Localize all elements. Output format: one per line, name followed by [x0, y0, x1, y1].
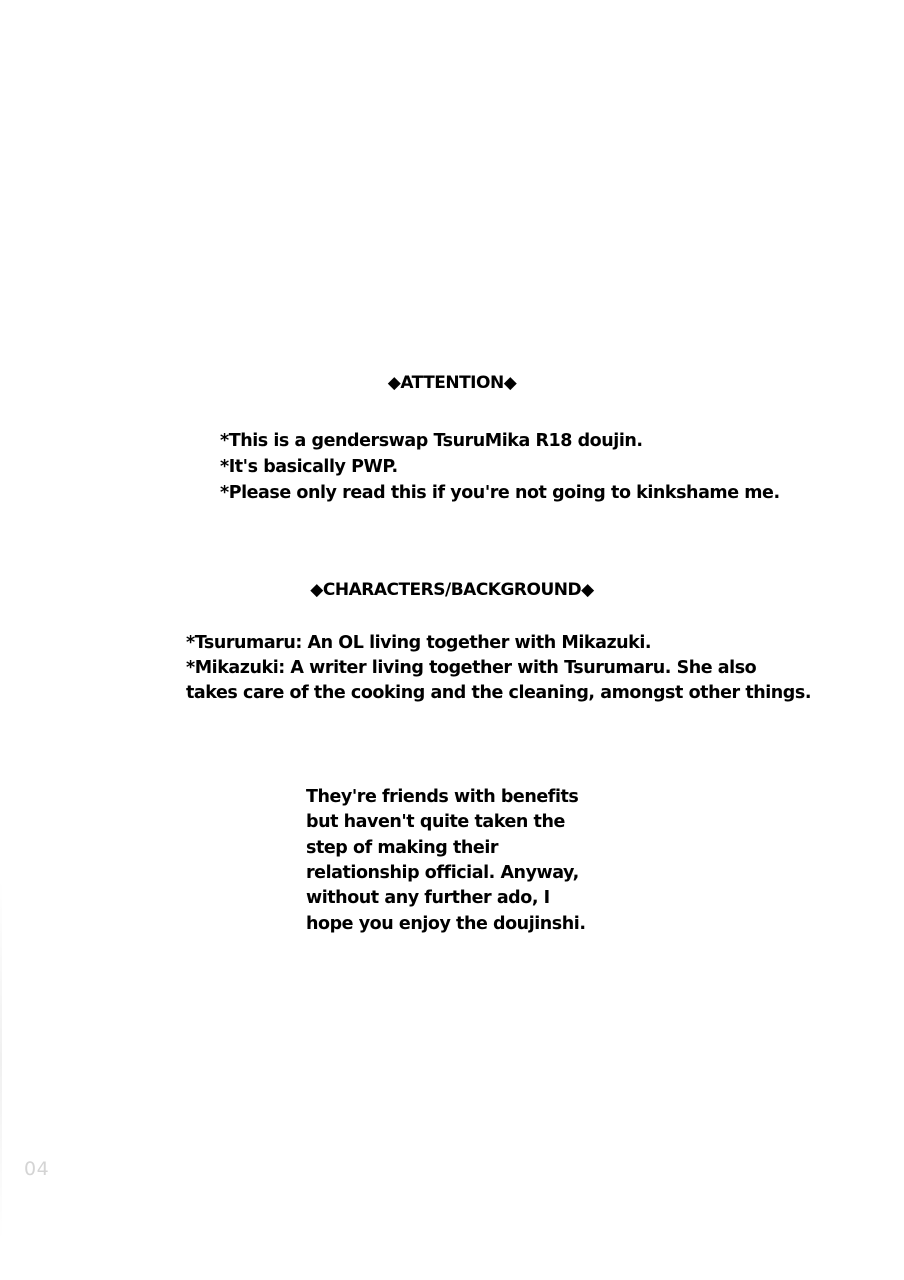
- note-line: without any further ado, I: [306, 888, 550, 908]
- attention-title: ATTENTION: [400, 373, 504, 393]
- diamond-icon: ◆: [581, 580, 594, 600]
- attention-line: *It's basically PWP.: [220, 457, 398, 477]
- note-line: hope you enjoy the doujinshi.: [306, 914, 586, 934]
- attention-line: *Please only read this if you're not going to kinkshame me.: [220, 483, 780, 503]
- diamond-icon: ◆: [310, 580, 323, 600]
- note-line: but haven't quite taken the: [306, 812, 565, 832]
- attention-heading: [0, 373, 904, 393]
- characters-line: *Mikazuki: A writer living together with Tsurumaru. She also: [186, 658, 757, 678]
- page-number: 04: [24, 1158, 50, 1180]
- characters-line: *Tsurumaru: An OL living together with Mikazuki.: [186, 633, 652, 653]
- characters-title: CHARACTERS/BACKGROUND: [322, 580, 582, 600]
- attention-line: *This is a genderswap TsuruMika R18 doujin.: [220, 431, 643, 451]
- diamond-icon: ◆: [387, 373, 401, 393]
- characters-line: takes care of the cooking and the cleaning, amongst other things.: [186, 683, 812, 703]
- scan-edge: [0, 880, 2, 1240]
- characters-heading: [0, 580, 904, 600]
- note-line: They're friends with benefits: [306, 787, 579, 807]
- diamond-icon: ◆: [503, 373, 517, 393]
- note-line: relationship official. Anyway,: [306, 863, 579, 883]
- note-line: step of making their: [306, 838, 499, 858]
